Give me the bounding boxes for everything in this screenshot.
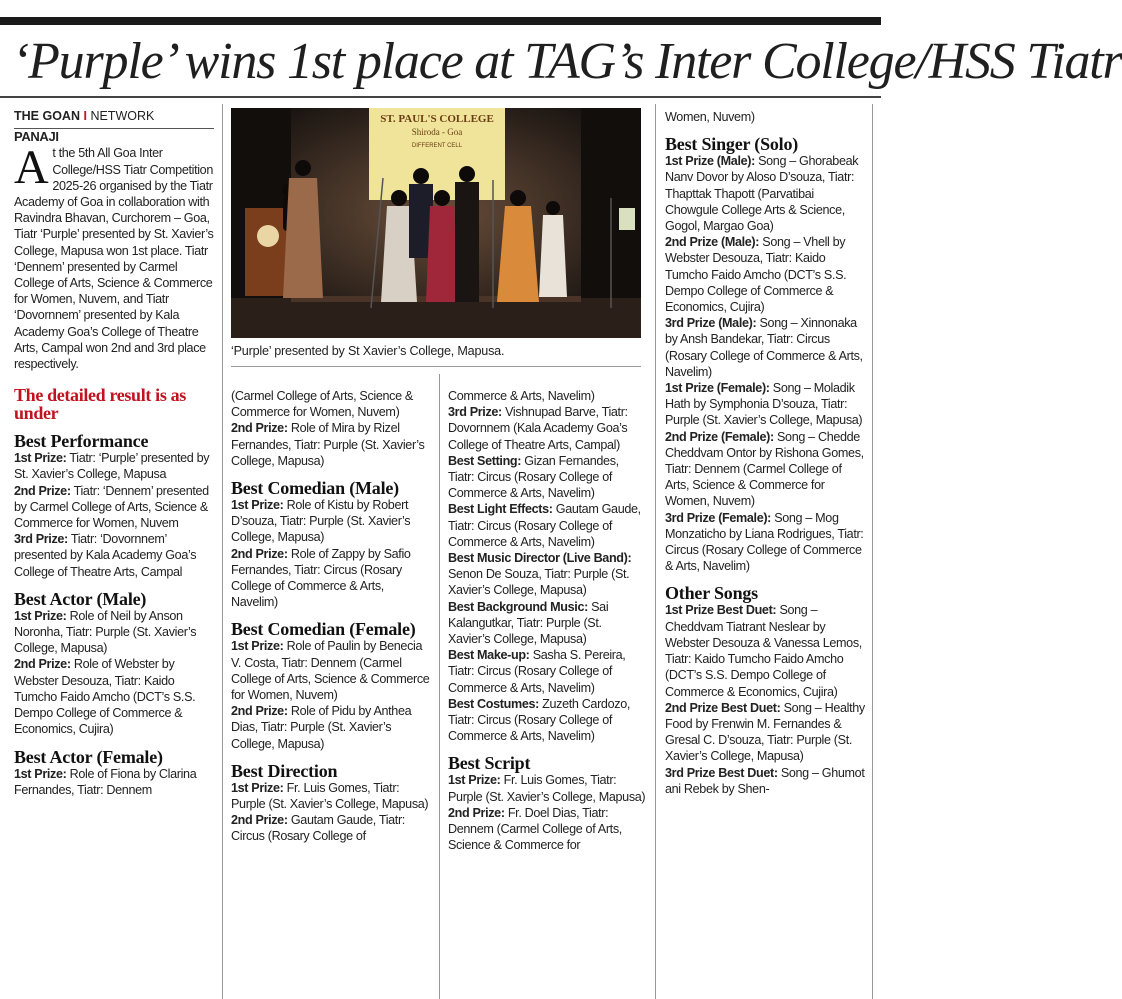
result-label: 1st Prize (Female): (665, 381, 770, 396)
stage-photo (231, 108, 641, 338)
result-label: 2nd Prize (Female): (665, 429, 774, 444)
banner-cell: DIFFERENT CELL (411, 143, 463, 149)
byline-network: NETWORK (90, 109, 155, 123)
result-label: 1st Prize: (231, 639, 284, 654)
result-text: Role of Webster by Webster Desouza, Tiatr: Kaido Tumcho Faido Amcho (DCT’s S.S. Dempo College of Commerce & Economics, Cujira) (14, 657, 196, 737)
result-heading: The detailed result is as under (14, 385, 186, 424)
result-item (231, 780, 431, 812)
result-text: Senon De Souza, Tiatr: Purple (St. Xavier’s College, Mapusa) (448, 567, 630, 598)
result-label: Best Background Music: (448, 599, 588, 614)
result-item (14, 483, 214, 532)
photo-caption: ‘Purple’ presented by St Xavier’s College, Mapusa. (231, 344, 505, 358)
result-label: 1st Prize: (14, 451, 67, 466)
result-label: 2nd Prize: (448, 805, 505, 820)
result-text: Gautam Gaude, Tiatr: Circus (Rosary College of (231, 813, 405, 844)
result-item (665, 109, 865, 125)
result-text: Song – Healthy Food by Frenwin M. Fernandes & Gresal C. D’souza, Tiatr: Purple (St. Xavier’s College, Mapusa) (665, 700, 865, 764)
result-text: Tiatr: ‘Dennem’ presented by Carmel College of Arts, Science & Commerce for Women, Nuvem (14, 483, 209, 531)
headline: ‘Purple’ wins 1st place at TAG’s Inter College/HSS Tiatr (12, 33, 1122, 90)
result-text: Fr. Luis Gomes, Tiatr: Purple (St. Xavier’s College, Mapusa) (448, 773, 646, 804)
caption-rule (231, 366, 641, 367)
result-text: Song – Ghumot ani Rebek by Shen- (665, 765, 865, 796)
result-label: Best Make-up: (448, 648, 530, 663)
section-heading: Best Actor (Female) (14, 746, 163, 767)
column-divider (872, 104, 873, 999)
result-text: Role of Fiona by Clarina Fernandes, Tiatr: Dennem (14, 766, 197, 797)
column-2-results (231, 388, 431, 845)
result-item (665, 380, 865, 429)
result-label: 1st Prize: (231, 498, 284, 513)
result-item (665, 765, 865, 797)
result-text: Tiatr: ‘Purple’ presented by St. Xavier’s College, Mapusa (14, 451, 210, 482)
result-label: 2nd Prize: (231, 704, 288, 719)
section-heading: Best Direction (231, 760, 338, 781)
result-item (665, 153, 865, 234)
result-label: 1st Prize (Male): (665, 154, 755, 169)
result-text: Song – Chedde Cheddvam Ontor by Rishona Gomes, Tiatr: Dennem (Carmel College of Arts, Science & Commerce for Women, Nuvem) (665, 429, 864, 509)
result-label: 3rd Prize (Female): (665, 510, 772, 525)
intro-text: t the 5th All Goa Inter College/HSS Tiatr Competition 2025-26 organised by the Tiatr Academy of Goa in collaboration with Ravindra Bhavan, Curchorem – Goa, Tiatr ‘Purple’ presented by St. Xavier’s College, Mapusa won 1st place. Tiatr ‘Dennem’ presented by Carmel College of Arts, Science & Commerce for Women, Nuvem, and Tiatr ‘Dovornnem’ presented by Kala Academy Goa’s College of Theatre Arts, Campal won 2nd and 3rd place respectively. (14, 146, 214, 372)
section-heading: Best Script (448, 753, 531, 774)
byline-separator: I (83, 109, 87, 123)
result-item (448, 647, 647, 696)
result-label: Best Light Effects: (448, 502, 553, 517)
section-heading: Best Comedian (Female) (231, 619, 416, 640)
result-item (231, 546, 431, 611)
column-divider (222, 104, 223, 999)
result-label: 3rd Prize: (448, 405, 502, 420)
result-label: 2nd Prize: (231, 546, 288, 561)
result-text: (Carmel College of Arts, Science & Commerce for Women, Nuvem) (231, 389, 413, 420)
result-item (14, 450, 214, 482)
result-label: 2nd Prize: (231, 421, 288, 436)
result-label: Best Costumes: (448, 696, 539, 711)
result-text: Gautam Gaude, Tiatr: Circus (Rosary College of Commerce & Arts, Navelim) (448, 502, 641, 549)
result-text: Role of Neil by Anson Noronha, Tiatr: Purple (St. Xavier’s College, Mapusa) (14, 608, 197, 656)
result-text: Song – Mog Monzaticho by Liana Rodrigues, Tiatr: Circus (Rosary College of Commerce & Arts, Navelim) (665, 510, 864, 574)
result-item (665, 510, 865, 575)
result-text: Sai Kalangutkar, Tiatr: Purple (St. Xavier’s College, Mapusa) (448, 599, 609, 647)
result-item (665, 234, 865, 315)
result-item (14, 766, 214, 798)
result-text: Song – Ghorabeak Nanv Dovor by Aloso D’souza, Tiatr: Thapttak Thapott (Parvatibai Chowgule College Arts & Science, Gogol, Margao Goa) (665, 154, 859, 234)
result-item (665, 700, 865, 765)
result-label: Best Setting: (448, 453, 522, 468)
result-text: Vishnupad Barve, Tiatr: Dovornnem (Kala Academy Goa’s College of Theatre Arts, Campal) (448, 405, 628, 452)
dropcap: A (14, 141, 49, 195)
result-text: Song – Vhell by Webster Desouza, Tiatr: Kaido Tumcho Faido Amcho (DCT’s S.S. Dempo College of Commerce & Economics, Cujira) (665, 235, 847, 315)
stage-photo-image (231, 108, 641, 338)
section-heading: Best Comedian (Male) (231, 478, 399, 499)
result-label: 1st Prize: (231, 780, 284, 795)
result-item (14, 608, 214, 657)
result-label: 2nd Prize: (231, 813, 288, 828)
result-label: Best Music Director (Live Band): (448, 551, 632, 566)
result-text: Sasha S. Pereira, Tiatr: Circus (Rosary College of Commerce & Arts, Navelim) (448, 648, 626, 695)
result-text: Role of Mira by Rizel Fernandes, Tiatr: Purple (St. Xavier’s College, Mapusa) (231, 421, 425, 468)
result-item (448, 696, 647, 745)
byline (14, 108, 214, 129)
result-label: 1st Prize: (14, 608, 67, 623)
result-item (665, 429, 865, 510)
result-label: 1st Prize: (14, 766, 67, 781)
result-text: Commerce & Arts, Navelim) (448, 389, 595, 403)
result-item (14, 656, 214, 737)
dateline: PANAJI (14, 129, 59, 145)
section-heading: Best Performance (14, 431, 149, 452)
result-label: 3rd Prize: (14, 532, 68, 547)
headline-rule (0, 96, 881, 98)
result-item (448, 404, 647, 453)
column-3 (448, 388, 647, 999)
result-item (231, 388, 431, 420)
result-item (448, 599, 647, 648)
result-text: Role of Kistu by Robert D’souza, Tiatr: Purple (St. Xavier’s College, Mapusa) (231, 498, 411, 545)
result-label: 2nd Prize Best Duet: (665, 700, 781, 715)
result-item (448, 453, 647, 502)
result-text: Fr. Doel Dias, Tiatr: Dennem (Carmel College of Arts, Science & Commerce for (448, 805, 622, 853)
result-text: Tiatr: ‘Dovornnem’ presented by Kala Academy Goa’s College of Theatre Arts, Campal (14, 532, 197, 579)
byline-paper: THE GOAN (14, 109, 80, 123)
result-text: Fr. Luis Gomes, Tiatr: Purple (St. Xavier’s College, Mapusa) (231, 780, 429, 812)
result-item (231, 638, 431, 703)
column-4 (665, 109, 865, 999)
result-label: 1st Prize: (448, 773, 501, 788)
result-label: 1st Prize Best Duet: (665, 603, 777, 618)
column-2 (231, 388, 431, 999)
result-text: Gizan Fernandes, Tiatr: Circus (Rosary College of Commerce & Arts, Navelim) (448, 453, 619, 501)
result-label: 2nd Prize: (14, 657, 71, 672)
section-heading: Best Singer (Solo) (665, 134, 799, 155)
result-item (665, 315, 865, 380)
result-label: 2nd Prize (Male): (665, 235, 760, 250)
result-item (231, 703, 431, 752)
column-divider (439, 374, 440, 999)
result-label: 2nd Prize: (14, 483, 71, 498)
banner-subtitle: Shiroda - Goa (411, 127, 463, 137)
column-3-results (448, 388, 647, 853)
result-text: Role of Paulin by Benecia V. Costa, Tiatr: Dennem (Carmel College of Arts, Science & Commerce for Women, Nuvem) (231, 639, 430, 703)
result-item (665, 602, 865, 699)
result-item (231, 812, 431, 844)
result-text: Song – Xinnonaka by Ansh Bandekar, Tiatr: Circus (Rosary College of Commerce & Arts, Navelim) (665, 316, 863, 379)
column-1-results (14, 432, 214, 798)
result-text: Women, Nuvem) (665, 110, 755, 124)
section-heading: Best Actor (Male) (14, 588, 147, 609)
result-item (448, 388, 647, 404)
section-heading: Other Songs (665, 583, 758, 604)
result-item (231, 420, 431, 469)
result-item (448, 805, 647, 854)
column-divider (655, 104, 656, 999)
column-1 (14, 108, 214, 999)
result-text: Zuzeth Cardozo, Tiatr: Circus (Rosary College of Commerce & Arts, Navelim) (448, 696, 630, 744)
result-label: 3rd Prize Best Duet: (665, 765, 778, 780)
result-item (14, 531, 214, 580)
result-text: Role of Zappy by Safio Fernandes, Tiatr: Circus (Rosary College of Commerce & Arts, Navelim) (231, 546, 411, 610)
result-item (448, 550, 647, 599)
top-rule (0, 17, 881, 25)
result-item (448, 772, 647, 804)
result-text: Song – Cheddvam Tiatrant Neslear by Webster Desouza & Vanessa Lemos, Tiatr: Kaido Tumcho Faido Amcho (DCT’s S.S. Dempo College of Commerce & Economics, Cujira) (665, 603, 862, 699)
result-text: Song – Moladik Hath by Symphonia D’souza, Tiatr: Purple (St. Xavier’s College, Mapusa) (665, 381, 863, 428)
result-text: Role of Pidu by Anthea Dias, Tiatr: Purple (St. Xavier’s College, Mapusa) (231, 704, 412, 751)
result-item (448, 501, 647, 550)
intro-paragraph (14, 141, 214, 372)
result-item (231, 497, 431, 546)
banner-title: ST. PAUL'S COLLEGE (380, 113, 494, 125)
column-4-results (665, 109, 865, 797)
result-label: 3rd Prize (Male): (665, 316, 757, 331)
